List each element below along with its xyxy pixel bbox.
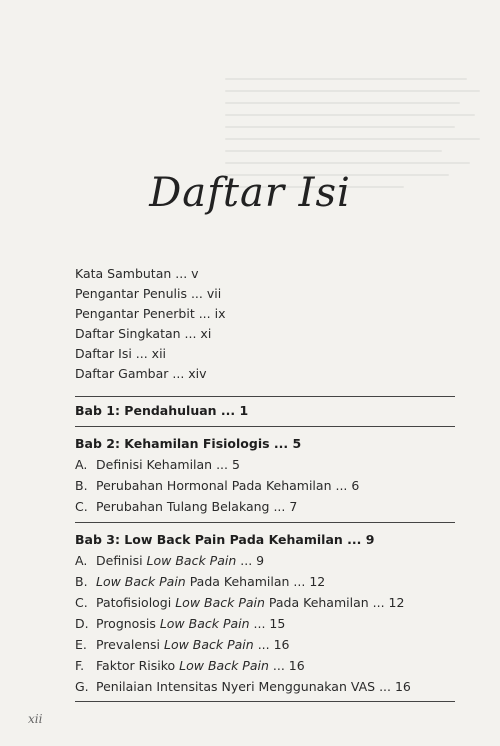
entry-letter: A. <box>75 553 88 568</box>
entry-page: ... 16 <box>253 637 290 652</box>
entry-page: ... 16 <box>268 658 305 673</box>
entry-text: Perubahan Hormonal Pada Kehamilan ... 6 <box>96 478 360 493</box>
toc-entry: Pengantar Penerbit ... ix <box>75 306 226 321</box>
entry-text: Penilaian Intensitas Nyeri Menggunakan VAS ... 16 <box>96 679 411 694</box>
toc-entry: Daftar Gambar ... xiv <box>75 366 207 381</box>
chapter-title: Bab 2: Kehamilan Fisiologis ... 5 <box>75 436 302 451</box>
entry-page: ... 15 <box>249 616 286 631</box>
entry-letter: A. <box>75 457 88 472</box>
entry-letter: C. <box>75 595 88 610</box>
entry-text: Perubahan Tulang Belakang ... 7 <box>96 499 298 514</box>
divider <box>75 522 455 523</box>
toc-subentry <box>75 676 460 697</box>
toc-entry: Daftar Isi ... xii <box>75 346 167 361</box>
entry-italic-text: Low Back Pain <box>179 658 269 673</box>
entry-letter: C. <box>75 499 88 514</box>
toc-subentry <box>75 475 460 496</box>
entry-text: Prevalensi <box>96 637 164 652</box>
chapter-title: Bab 1: Pendahuluan ... 1 <box>75 403 249 418</box>
entry-italic-text: Low Back Pain <box>159 616 250 631</box>
toc-subentry <box>75 592 460 613</box>
toc-entry: Pengantar Penulis ... vii <box>75 286 222 301</box>
entry-page: ... 9 <box>236 553 265 568</box>
entry-text: Definisi <box>96 553 147 568</box>
chapter-1 <box>75 401 460 421</box>
entry-letter: B. <box>75 478 88 493</box>
entry-italic-text: Low Back Pain <box>163 637 254 652</box>
entry-italic-text: Low Back Pain <box>96 574 186 589</box>
toc-subentry <box>75 496 460 517</box>
entry-text: Faktor Risiko <box>96 658 180 673</box>
toc-subentry <box>75 454 460 475</box>
page-number: xii <box>28 712 43 726</box>
entry-letter: G. <box>75 679 89 694</box>
entry-italic-text: Low Back Pain <box>175 595 265 610</box>
toc-subentry <box>75 571 460 592</box>
divider <box>75 396 455 397</box>
page-title: Daftar Isi <box>149 170 351 216</box>
chapter-2 <box>75 434 460 517</box>
toc-subentry <box>75 550 460 571</box>
divider <box>75 701 455 702</box>
entry-letter: D. <box>75 616 89 631</box>
entry-page: Pada Kehamilan ... 12 <box>185 574 326 589</box>
toc-subentry <box>75 655 460 676</box>
entry-letter: E. <box>75 637 87 652</box>
entry-page: Pada Kehamilan ... 12 <box>264 595 405 610</box>
entry-italic-text: Low Back Pain <box>146 553 237 568</box>
front-matter-list <box>75 264 455 384</box>
chapter-title: Bab 3: Low Back Pain Pada Kehamilan ... 9 <box>75 532 375 547</box>
entry-letter: F. <box>75 658 85 673</box>
entry-text: Definisi Kehamilan ... 5 <box>96 457 240 472</box>
toc-subentry <box>75 634 460 655</box>
divider <box>75 426 455 427</box>
toc-entry: Kata Sambutan ... v <box>75 266 199 281</box>
toc-entry: Daftar Singkatan ... xi <box>75 326 212 341</box>
toc-subentry <box>75 613 460 634</box>
entry-text: Prognosis <box>96 616 160 631</box>
entry-letter: B. <box>75 574 88 589</box>
chapter-3 <box>75 530 460 697</box>
entry-text: Patofisiologi <box>96 595 176 610</box>
